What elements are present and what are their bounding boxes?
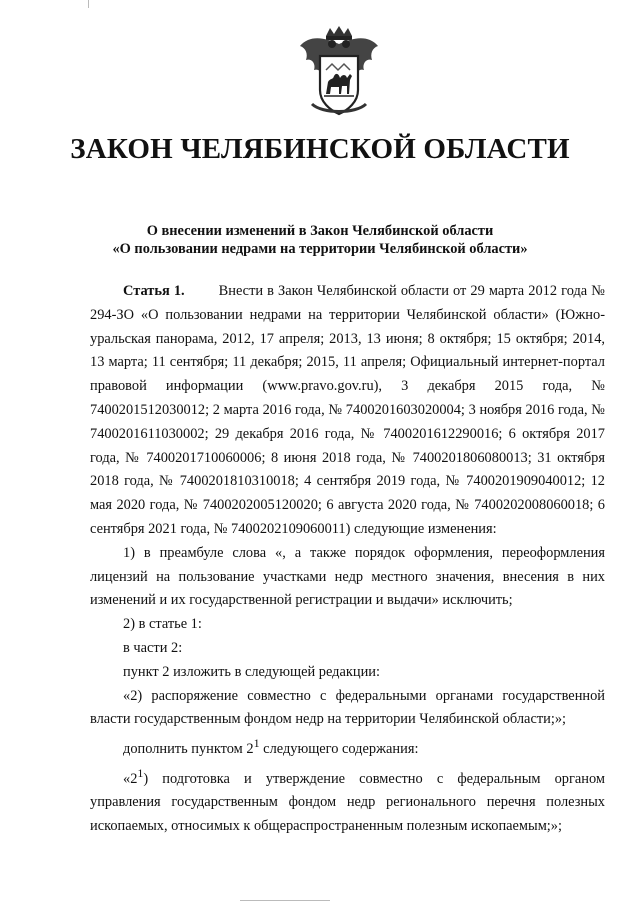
paragraph-7-tail: ) подготовка и утверждение совместно с федеральным органом управления государственным фондом недр регионального перечня полезных ископаемых, относимых к общераспространенным полезным ископаемым;»; bbox=[90, 770, 605, 835]
coat-of-arms-icon bbox=[296, 24, 382, 118]
document-body bbox=[90, 280, 605, 839]
paragraph-3: в части 2: bbox=[123, 639, 183, 656]
subtitle-line-2: «О пользовании недрами на территории Челябинской области» bbox=[112, 241, 528, 257]
paragraph-7-superscript: 1 bbox=[137, 765, 144, 780]
paragraph-6-tail: следующего содержания: bbox=[259, 740, 419, 757]
paragraph-6 bbox=[90, 732, 605, 762]
paragraph-7 bbox=[90, 762, 605, 839]
paragraph-1: 1) в преамбуле слова «, а также порядок оформления, переоформления лицензий на пользование участками недр местного значения, внесения в них изменений и их государственной регистрации и выдачи» исключить; bbox=[90, 544, 605, 609]
article-intro-paragraph bbox=[90, 280, 605, 542]
paragraph-6-text: дополнить пунктом 2 bbox=[123, 740, 254, 757]
scan-bottom-mark bbox=[240, 900, 330, 901]
article-label: Статья 1. bbox=[123, 283, 185, 299]
paragraph-2: 2) в статье 1: bbox=[123, 616, 202, 633]
article-intro-text: Внести в Закон Челябинской области от 29 марта 2012 года № 294-ЗО «О пользовании недрами на территории Челябинской области» (Южно-уральская панорама, 2012, 17 апреля; 2013, 13 июня; 8 октября; 15 октября; 2014, 13 марта; 11 сентября; 11 декабря; 2015, 11 апреля; Официальный интернет-портал правовой информации (www.pravo.gov.ru), 3 декабря 2015 года, № 7400201512030012; 2 марта 2016 года, № 7400201603020004; 3 ноября 2016 года, № 7400201611030002; 29 декабря 2016 года, № 7400201612290016; 6 октября 2017 года, № 7400201710060006; 8 июня 2018 года, № 7400201806080013; 31 октября 2018 года, № 7400201810310018; 4 сентября 2019 года, № 7400201909040012; 12 мая 2020 года, № 7400202005120020; 6 августа 2020 года, № 7400202008060018; 6 сентября 2021 года, № 7400202109060011) следующие изменения: bbox=[90, 283, 606, 537]
law-title: ЗАКОН ЧЕЛЯБИНСКОЙ ОБЛАСТИ bbox=[70, 133, 570, 165]
scan-edge-mark bbox=[88, 0, 89, 8]
paragraph-5: «2) распоряжение совместно с федеральными органами государственной власти государственным фондом недр на территории Челябинской области;»; bbox=[90, 687, 605, 728]
subtitle-line-1: О внесении изменений в Закон Челябинской области bbox=[146, 223, 494, 239]
paragraph-6-superscript: 1 bbox=[253, 736, 260, 751]
paragraph-7-text: «2 bbox=[123, 770, 138, 787]
paragraph-4: пункт 2 изложить в следующей редакции: bbox=[123, 663, 380, 680]
